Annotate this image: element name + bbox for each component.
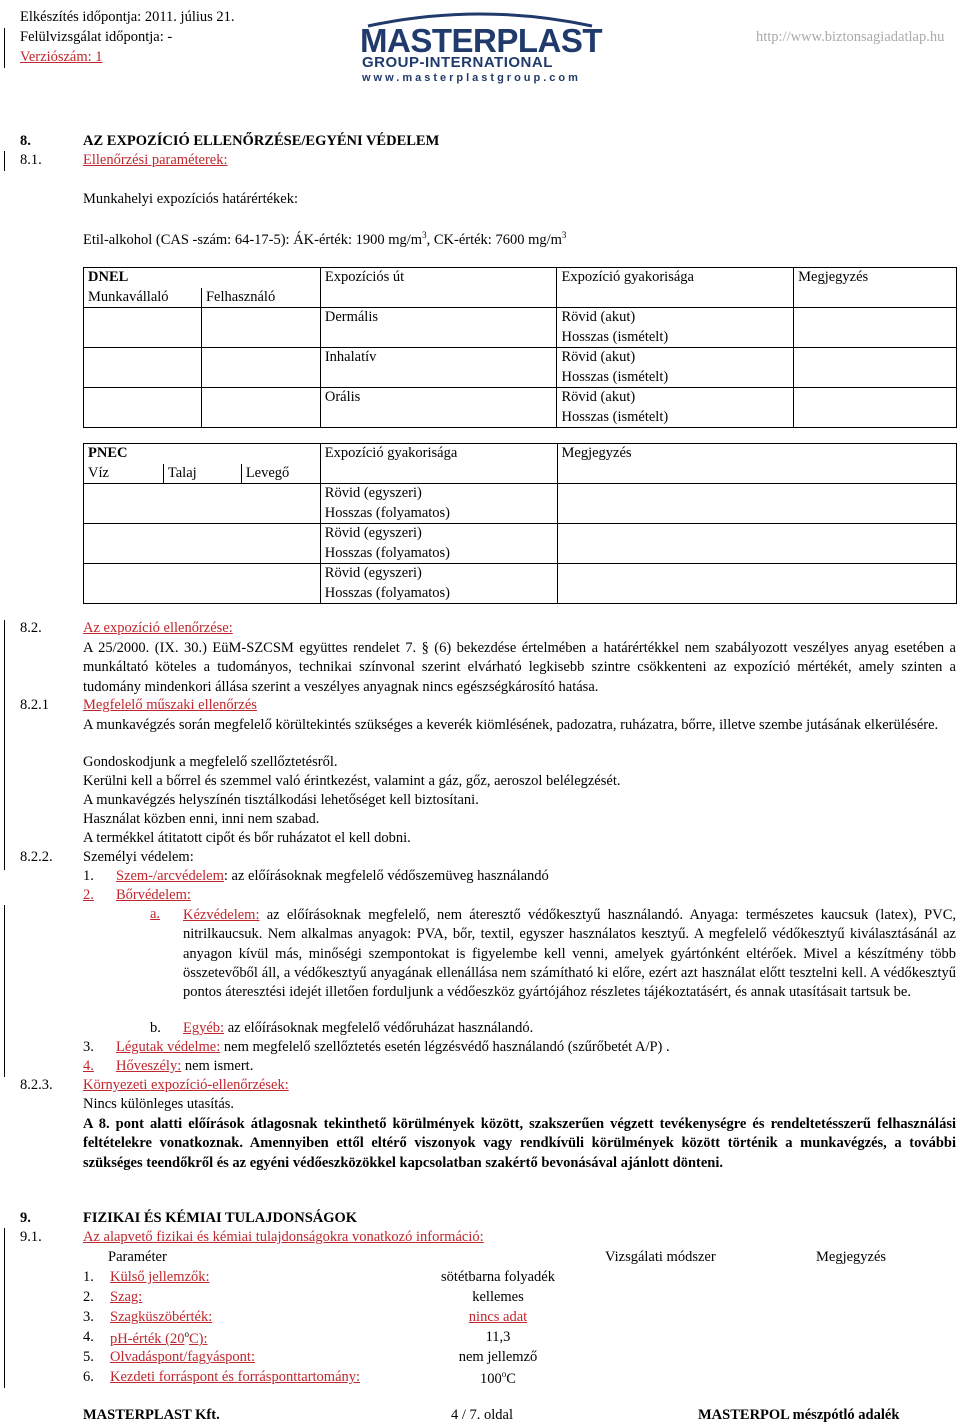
section-9-title: FIZIKAI ÉS KÉMIAI TULAJDONSÁGOK: [83, 1210, 358, 1226]
item-4: [116, 1058, 253, 1075]
table-row: [84, 348, 957, 388]
frequency-cell: Rövid (akut) Hosszas (ismételt): [557, 308, 794, 348]
section-9-number: 9.: [20, 1210, 31, 1226]
route-cell: Dermális: [320, 308, 557, 348]
property-value: nem jellemző: [458, 1349, 538, 1365]
change-bar: [4, 905, 5, 1077]
other-protection-text: az előírásoknak megfelelő védőruházat használandó.: [227, 1020, 534, 1036]
property-value: kellemes: [472, 1289, 524, 1305]
property-label: Szag:: [110, 1289, 143, 1305]
item-b-number: b.: [150, 1020, 161, 1036]
change-bar: [4, 1228, 5, 1388]
user-header: Felhasználó: [201, 288, 320, 308]
property-label: Kezdeti forráspont és forrásponttartomány:: [110, 1369, 361, 1385]
property-value: nincs adat: [468, 1309, 528, 1325]
thermal-hazard-text: nem ismert.: [184, 1058, 254, 1074]
section-823-text: Nincs különleges utasítás.: [83, 1096, 235, 1112]
section-821-number: 8.2.1: [20, 697, 49, 713]
section-822-title: Személyi védelem:: [83, 849, 194, 865]
property-number: 3.: [83, 1309, 94, 1325]
item-1: [116, 868, 549, 885]
change-bar: [4, 28, 5, 68]
table-row: [84, 564, 957, 604]
note-header: Megjegyzés: [816, 1249, 887, 1265]
route-cell: Orális: [320, 388, 557, 428]
footer-company: MASTERPLAST Kft.: [83, 1407, 220, 1423]
section-81-number: 8.1.: [20, 152, 42, 168]
table-row: [84, 388, 957, 428]
item-a-text: [183, 906, 956, 1002]
property-number: 6.: [83, 1369, 94, 1385]
ethanol-limits: [83, 230, 566, 249]
section-823-title: Környezeti expozíció-ellenőrzések:: [83, 1077, 289, 1093]
section-81-title: Ellenőrzési paraméterek:: [83, 152, 228, 168]
eye-protection-link: Szem-/arcvédelem: [116, 868, 224, 884]
footer-product: MASTERPOL mészpótló adalék: [698, 1407, 900, 1423]
property-label: Szagküszöbérték:: [110, 1309, 213, 1325]
dnel-table: [83, 267, 957, 428]
change-bar: [4, 151, 5, 171]
property-value: sötétbarna folyadék: [441, 1269, 555, 1285]
method-header: Vizsgálati módszer: [605, 1249, 716, 1265]
section-82-text: A 25/2000. (IX. 30.) EüM-SZCSM együttes rendelet 7. § (6) bekezdése értelmében a határértékkel nem szabályozott veszélyes anyag esetében a munkáltató köteles a tudományos, technikai színvonal szerint elvárható legkisebb szintre csökkenteni az expozíció mértékét, amely szinten a tudomány mindenkori állása szerint a veszélyes anyagnak nincs egészségkárosító hatása.: [83, 640, 956, 695]
section-822-number: 8.2.2.: [20, 849, 53, 865]
pnec-table: [83, 443, 957, 604]
property-value: 100$^o$C: [480, 1369, 516, 1387]
section-821-line: A munkavégzés helyszínén tisztálkodási lehetőséget kell biztosítani.: [83, 792, 479, 808]
skin-protection-link: Bőrvédelem:: [116, 887, 191, 903]
param-header: Paraméter: [108, 1249, 167, 1265]
section-821-line: Gondoskodjunk a megfelelő szellőztetésről.: [83, 754, 338, 770]
section-821-line: Használat közben enni, inni nem szabad.: [83, 811, 320, 827]
frequency-header: Expozíció gyakorisága: [320, 444, 557, 484]
frequency-cell: Rövid (egyszeri) Hosszas (folyamatos): [320, 564, 557, 604]
water-header: Víz: [84, 464, 164, 484]
item-3: [116, 1039, 670, 1056]
respiratory-protection-text: nem megfelelő szellőztetés esetén légzésvédő használandó (szűrőbetét A/P) .: [223, 1039, 670, 1055]
section-821-line: Kerülni kell a bőrrel és szemmel való érintkezést, valamint a gáz, gőz, aeroszol belélegzését.: [83, 773, 621, 789]
footer-page: 4 / 7. oldal: [451, 1407, 514, 1423]
reviewed-date: Felülvizsgálat időpontja: -: [20, 29, 173, 45]
frequency-cell: Rövid (akut) Hosszas (ismételt): [557, 388, 794, 428]
section-8-number: 8.: [20, 133, 31, 149]
unit-sup: 3: [561, 230, 567, 240]
item-a-number: a.: [150, 906, 161, 922]
property-label: Olvadáspont/fagyáspont:: [110, 1349, 255, 1365]
ethanol-ak: Etil-alkohol (CAS -szám: 64-17-5): ÁK-érték: 1900 mg/m: [83, 231, 423, 248]
property-number: 4.: [83, 1329, 94, 1345]
unit-sup: 3: [422, 230, 427, 240]
hand-protection-link: Kézvédelem:: [183, 907, 260, 923]
section-82-title: Az expozíció ellenőrzése:: [83, 620, 233, 636]
respiratory-protection-link: Légutak védelme:: [116, 1039, 221, 1055]
air-header: Levegő: [241, 464, 320, 484]
property-number: 2.: [83, 1289, 94, 1305]
item-1-number: 1.: [83, 868, 94, 884]
logo-group-text: GROUP-INTERNATIONAL: [362, 54, 553, 71]
property-number: 1.: [83, 1269, 94, 1285]
frequency-header: Expozíció gyakorisága: [557, 268, 794, 308]
property-value: 11,3: [485, 1329, 511, 1345]
soil-header: Talaj: [163, 464, 241, 484]
frequency-cell: Rövid (akut) Hosszas (ismételt): [557, 348, 794, 388]
section-821-title: Megfelelő műszaki ellenőrzés: [83, 697, 257, 713]
site-url: http://www.biztonsagiadatlap.hu: [756, 29, 945, 45]
section-82-number: 8.2.: [20, 620, 42, 636]
table-row: [84, 484, 957, 524]
item-b: [183, 1020, 533, 1037]
section-91-number: 9.1.: [20, 1229, 42, 1245]
dnel-header: DNEL: [84, 268, 321, 288]
table-row: [84, 524, 957, 564]
property-label: pH-érték (20$^o$C):: [110, 1329, 208, 1347]
created-date: Elkészítés időpontja: 2011. július 21.: [20, 9, 235, 25]
note-header: Megjegyzés: [794, 268, 957, 308]
table-row: [84, 308, 957, 348]
frequency-cell: Rövid (egyszeri) Hosszas (folyamatos): [320, 524, 557, 564]
limits-label: Munkahelyi expozíciós határértékek:: [83, 191, 299, 207]
other-protection-link: Egyéb:: [183, 1020, 225, 1036]
version-number: Verziószám: 1: [20, 49, 103, 65]
pnec-header: PNEC: [84, 444, 321, 464]
ethanol-ck: , CK-érték: 7600 mg/m: [426, 231, 562, 248]
item-2-number: 2.: [83, 887, 94, 903]
company-logo: [360, 8, 600, 84]
property-number: 5.: [83, 1349, 94, 1365]
hand-protection-text: az előírásoknak megfelelő, nem áteresztő védőkesztyű használandó. Anyaga: természetes kaucsuk (latex), PVC, nitrilkaucsuk. Nem alkalmas anyagok: PVA, bőr, textil, egyszer használatos kesztyű. A megfelelő védőkesztyű kiválasztásánál az anyagon kívül más, minőségi szempontokat is figyelembe kell venni, amelyek gyártónként eltérőek. Mivel a készítmény több összetevőből áll, a védőkesztyű anyagának ellenállása nem számítható ki előre, ezért azt használat előtt tesztelni kell. A védőkesztyű pontos áteresztési idejét illetően forduljunk a védőeszköz gyártójához részletes tájékoztatásért, és annak utasításait tartsuk be.: [183, 907, 956, 1001]
worker-header: Munkavállaló: [84, 288, 202, 308]
note-header: Megjegyzés: [557, 444, 956, 484]
item-1-text: : az előírásoknak megfelelő védőszemüveg használandó: [223, 868, 549, 884]
section-8-title: AZ EXPOZÍCIÓ ELLENŐRZÉSE/EGYÉNI VÉDELEM: [83, 133, 440, 149]
logo-url-text: www.masterplastgroup.com: [362, 72, 581, 84]
section-91-title: Az alapvető fizikai és kémiai tulajdonságokra vonatkozó információ:: [83, 1229, 484, 1245]
change-bar: [4, 620, 5, 870]
section-821-line: A termékkel átitatott cipőt és bőr ruházatot el kell dobni.: [83, 830, 411, 846]
property-label: Külső jellemzők:: [110, 1269, 210, 1285]
thermal-hazard-link: Hőveszély:: [116, 1058, 182, 1074]
frequency-cell: Rövid (egyszeri) Hosszas (folyamatos): [320, 484, 557, 524]
logo-main-text: MASTERPLAST: [360, 22, 602, 59]
item-3-number: 3.: [83, 1039, 94, 1055]
general-note: A 8. pont alatti előírások átlagosnak tekinthető körülmények között, szakszerűen végzett tevékenységre és rendeltetésszerű felhasználási feltételekre vonatkoznak. Amennyiben ettől eltérő viszonyok vagy rendkívüli körülmények között történik a munkavégzés, a további szükséges teendőkről és az egyéni védőeszközökkel kapcsolatban szakértő bevonásával ajánlott dönteni.: [83, 1116, 956, 1171]
route-cell: Inhalatív: [320, 348, 557, 388]
section-821-para: A munkavégzés során megfelelő körültekintés szükséges a keverék kiömlésének, padozatra, ruházatra, bőrre, illetve szembe jutásának elkerülésére.: [83, 717, 939, 733]
item-4-number: 4.: [83, 1058, 94, 1074]
route-header: Expozíciós út: [320, 268, 557, 308]
section-823-number: 8.2.3.: [20, 1077, 53, 1093]
